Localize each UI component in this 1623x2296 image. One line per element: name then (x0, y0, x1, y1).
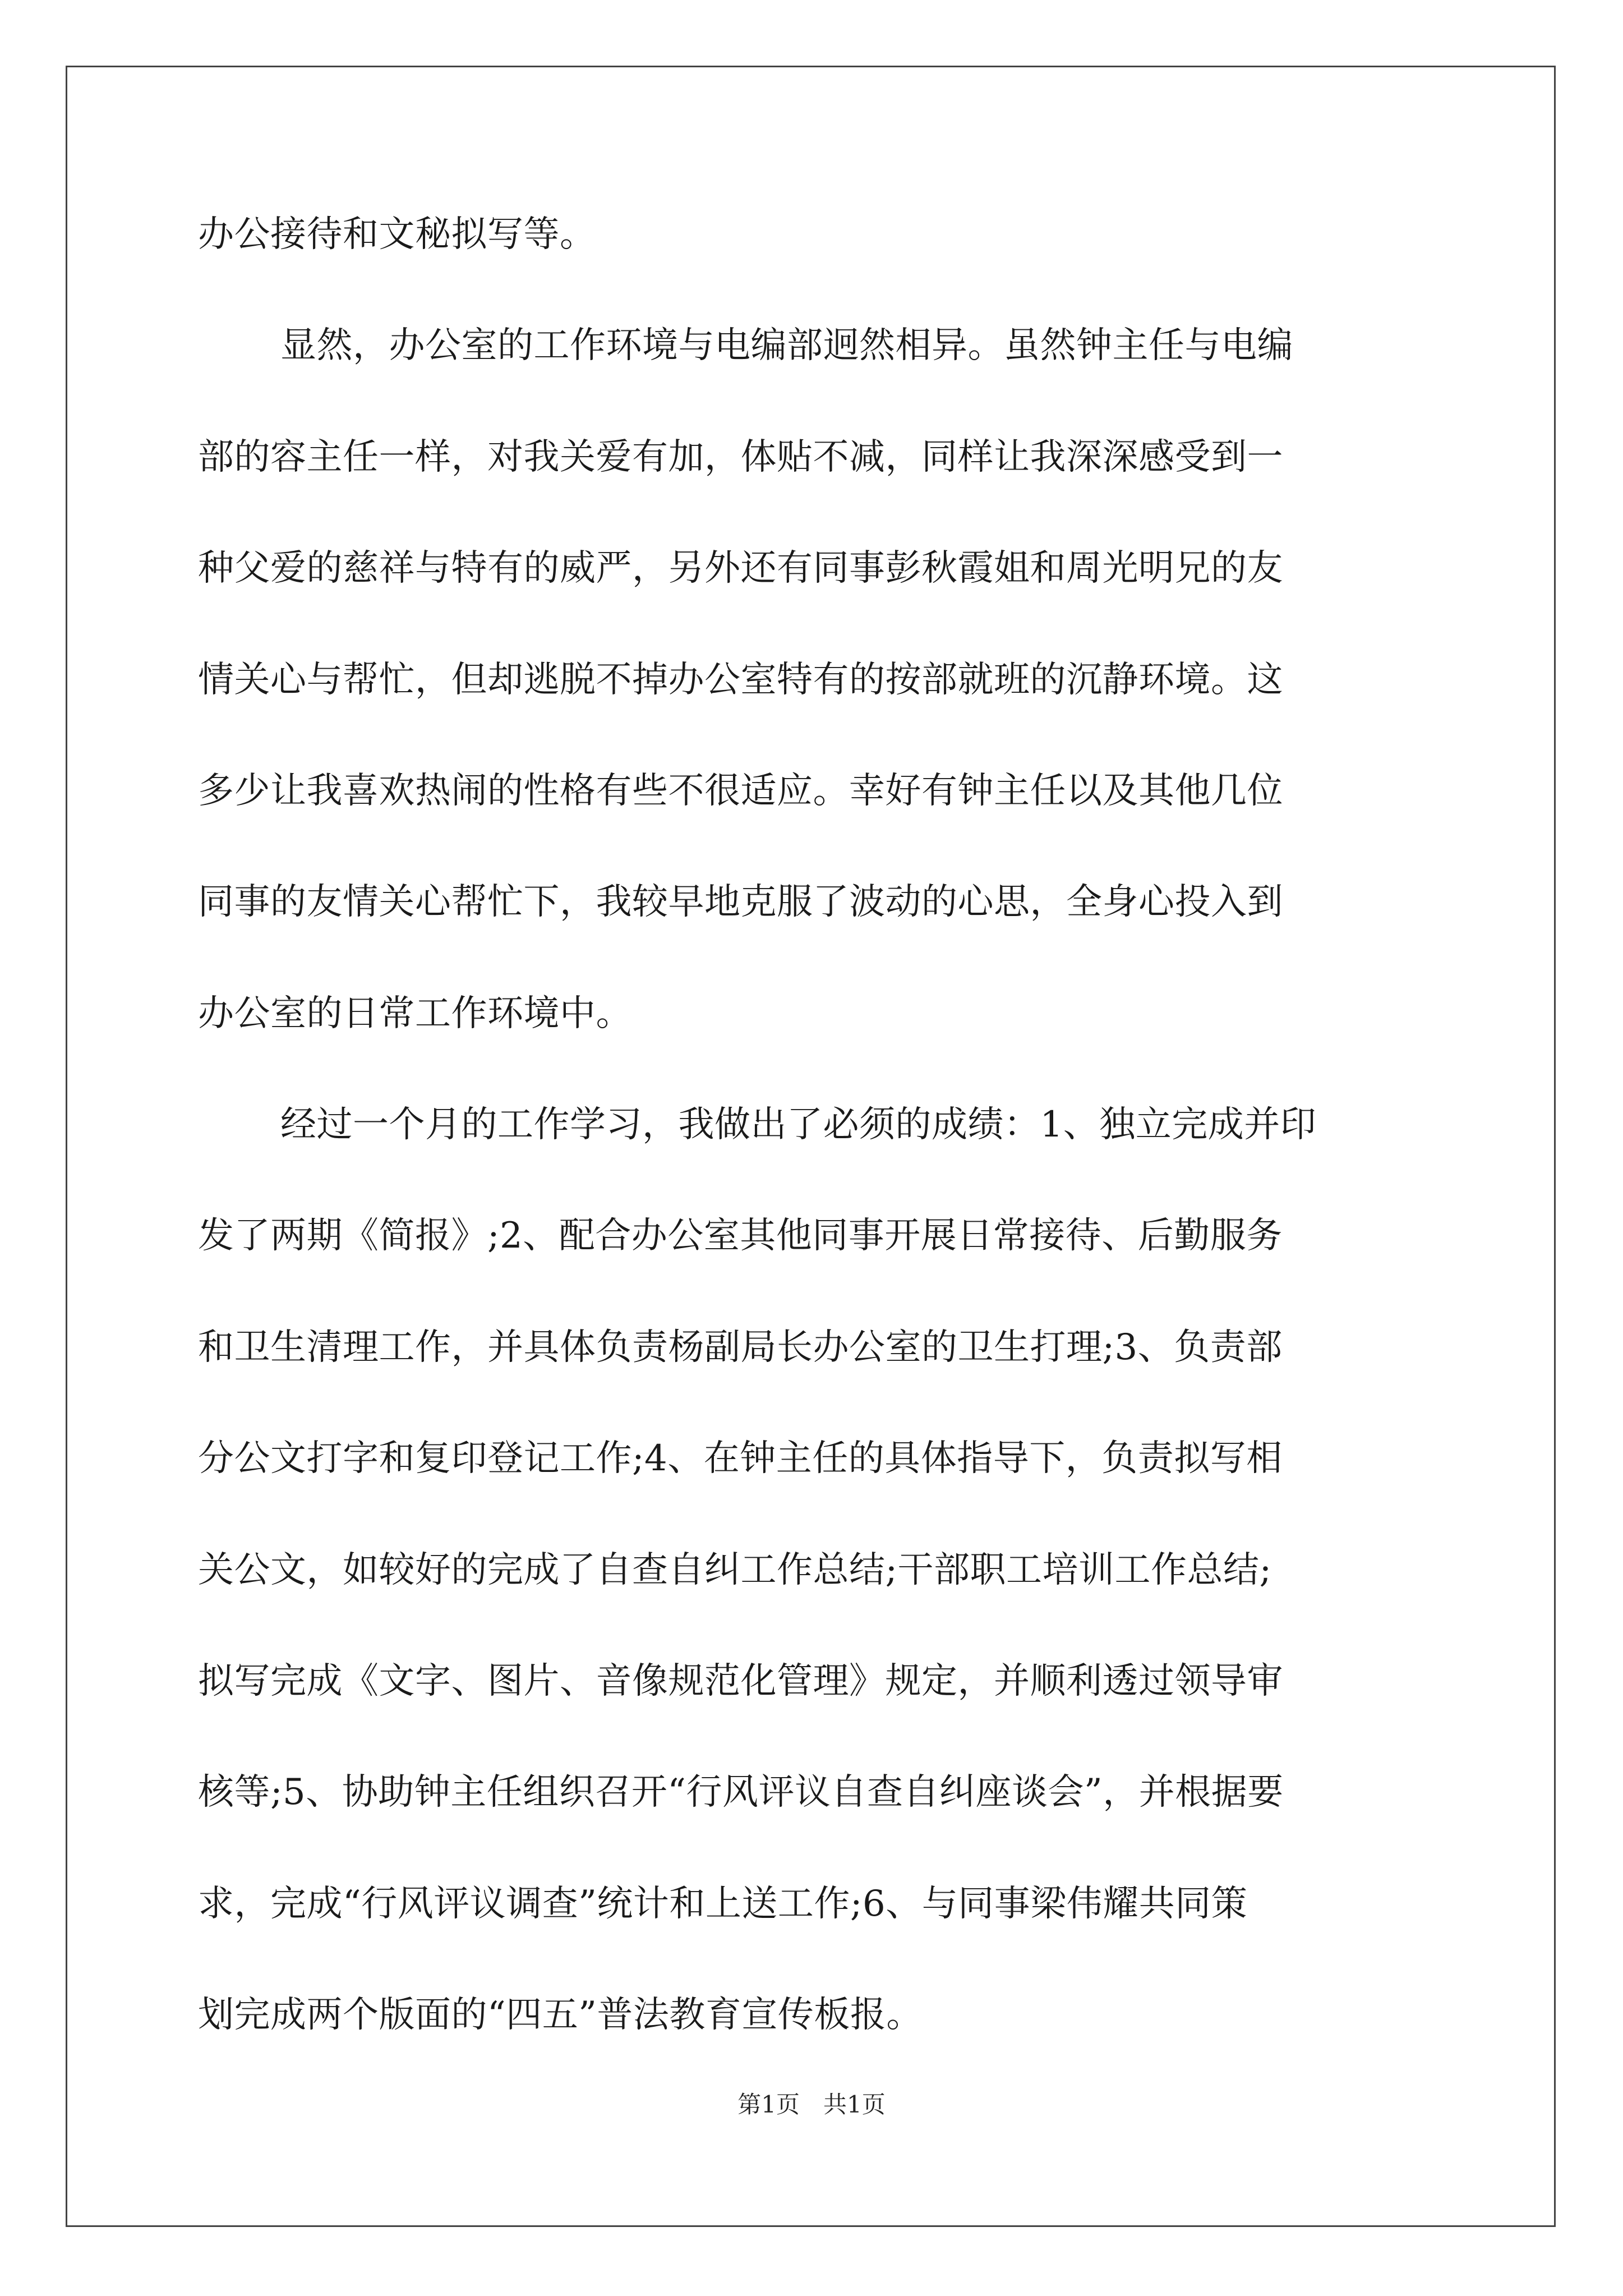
paragraph-start-line: 显然，办公室的工作环境与电编部迥然相异。虽然钟主任与电编 (280, 325, 1293, 367)
text-line: 划完成两个版面的“四五”普法教育宣传板报。 (198, 1994, 923, 2036)
text-line: 办公室的日常工作环境中。 (198, 992, 632, 1034)
page-number-footer: 第1页 共1页 (737, 2091, 886, 2118)
text-line: 多少让我喜欢热闹的性格有些不很适应。幸好有钟主任以及其他几位 (198, 770, 1283, 812)
text-line: 办公接待和文秘拟写等。 (198, 214, 596, 255)
text-line: 关公文，如较好的完成了自查自纠工作总结;干部职工培训工作总结; (198, 1549, 1272, 1591)
text-line: 情关心与帮忙，但却逃脱不掉办公室特有的按部就班的沉静环境。这 (198, 659, 1283, 701)
text-line: 和卫生清理工作，并具体负责杨副局长办公室的卫生打理;3、负责部 (198, 1326, 1283, 1368)
paragraph-start-line: 经过一个月的工作学习，我做出了必须的成绩：1、独立完成并印 (280, 1104, 1317, 1145)
text-line: 分公文打字和复印登记工作;4、在钟主任的具体指导下，负责拟写相 (198, 1438, 1283, 1480)
text-line: 种父爱的慈祥与特有的威严，另外还有同事彭秋霞姐和周光明兄的友 (198, 547, 1283, 590)
text-line: 核等;5、协助钟主任组织召开“行风评议自查自纠座谈会”，并根据要 (198, 1772, 1284, 1814)
text-line: 发了两期《简报》;2、配合办公室其他同事开展日常接待、后勤服务 (198, 1215, 1283, 1257)
text-line: 求，完成“行风评议调查”统计和上送工作;6、与同事梁伟耀共同策 (198, 1883, 1248, 1925)
text-line: 拟写完成《文字、图片、音像规范化管理》规定，并顺利透过领导审 (198, 1660, 1283, 1702)
text-line: 部的容主任一样，对我关爱有加，体贴不减，同样让我深深感受到一 (198, 436, 1283, 478)
text-line: 同事的友情关心帮忙下，我较早地克服了波动的心思，全身心投入到 (198, 881, 1283, 923)
